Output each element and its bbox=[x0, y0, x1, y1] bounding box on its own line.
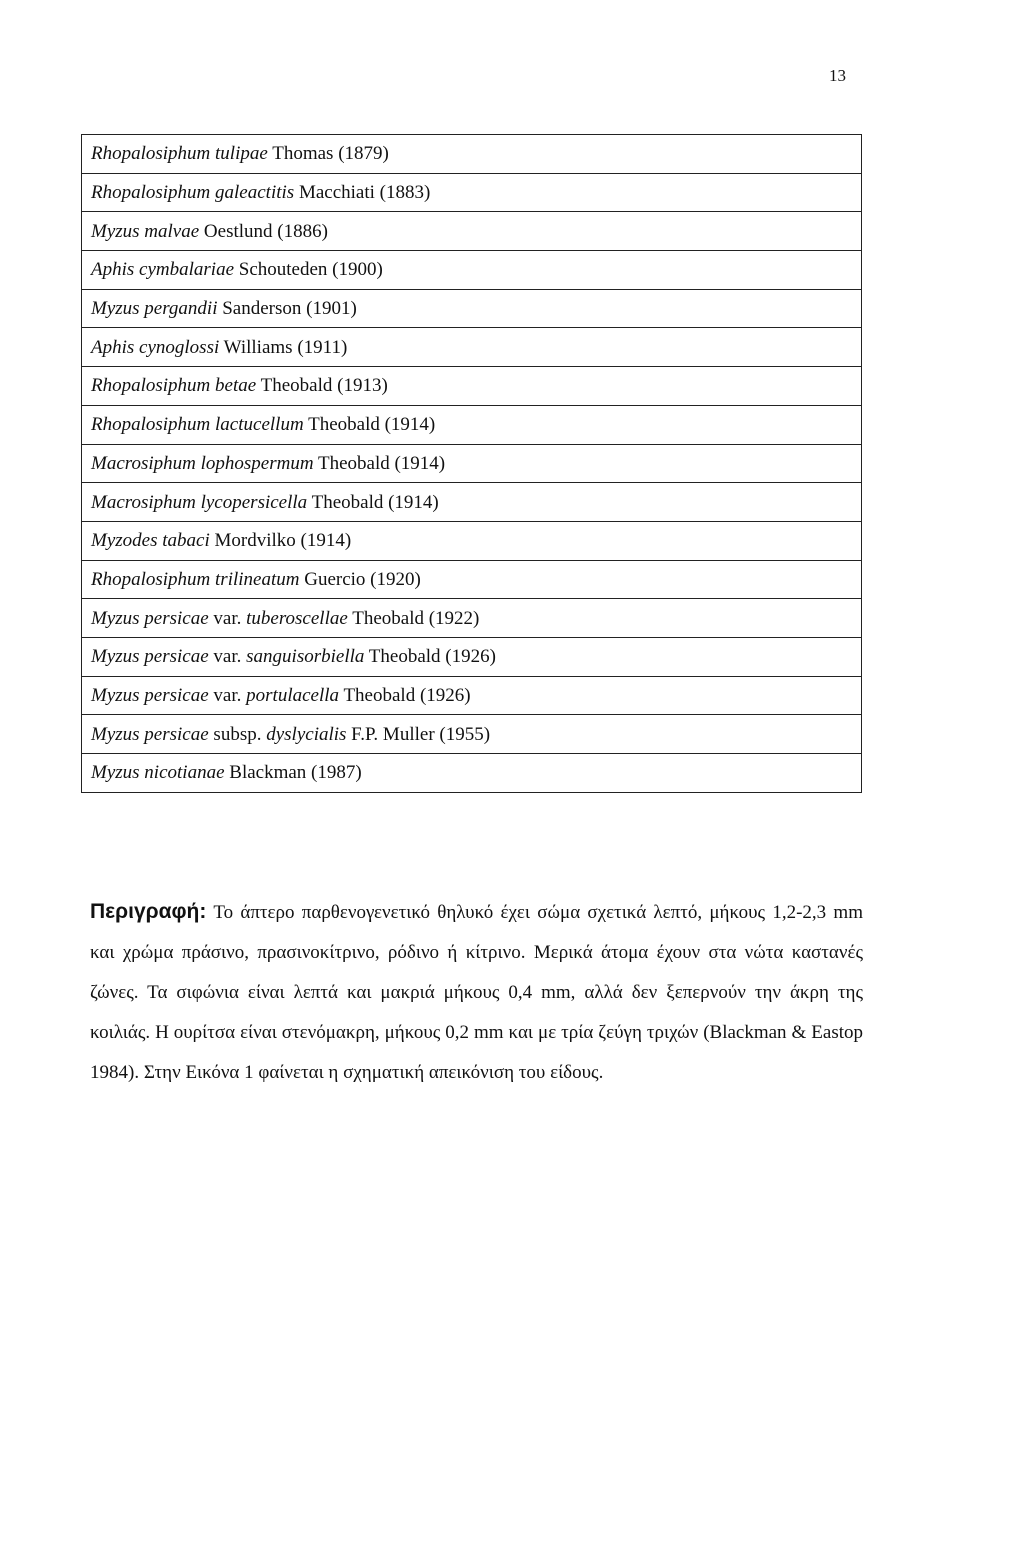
infraspecific-name: tuberoscellae bbox=[246, 607, 348, 629]
table-row bbox=[82, 173, 862, 212]
synonym-cell bbox=[82, 212, 862, 251]
description-paragraph bbox=[90, 892, 863, 1093]
page-number: 13 bbox=[829, 66, 846, 85]
authority: Blackman (1987) bbox=[229, 762, 362, 784]
authority: Theobald (1926) bbox=[343, 684, 471, 706]
authority: Mordvilko (1914) bbox=[214, 530, 352, 552]
synonym-cell bbox=[82, 173, 862, 212]
synonym-cell bbox=[82, 483, 862, 522]
rank-label: subsp. bbox=[213, 723, 262, 745]
table-row bbox=[82, 212, 862, 251]
synonym-table-body bbox=[82, 135, 862, 793]
synonym-cell bbox=[82, 328, 862, 367]
rank-label: var. bbox=[213, 607, 242, 629]
authority: Theobald (1922) bbox=[352, 607, 480, 629]
authority: F.P. Muller (1955) bbox=[351, 723, 491, 745]
table-row bbox=[82, 405, 862, 444]
authority: Sanderson (1901) bbox=[222, 298, 357, 320]
synonym-cell bbox=[82, 676, 862, 715]
synonym-cell bbox=[82, 521, 862, 560]
table-row bbox=[82, 754, 862, 793]
synonym-cell bbox=[82, 444, 862, 483]
description-heading: Περιγραφή: bbox=[90, 900, 207, 923]
authority: Guercio (1920) bbox=[304, 568, 421, 590]
synonym-cell bbox=[82, 599, 862, 638]
table-row bbox=[82, 251, 862, 290]
species-name: Myzus persicae bbox=[91, 684, 209, 706]
authority: Theobald (1913) bbox=[260, 375, 388, 397]
authority: Theobald (1914) bbox=[311, 491, 439, 513]
table-row bbox=[82, 676, 862, 715]
table-row bbox=[82, 599, 862, 638]
authority: Thomas (1879) bbox=[272, 143, 389, 165]
species-name: Myzus persicae bbox=[91, 723, 209, 745]
authority: Theobald (1926) bbox=[368, 646, 496, 668]
authority: Theobald (1914) bbox=[317, 452, 446, 474]
table-row bbox=[82, 289, 862, 328]
table-row bbox=[82, 135, 862, 174]
synonym-cell bbox=[82, 754, 862, 793]
table-row bbox=[82, 715, 862, 754]
species-name: Rhopalosiphum betae bbox=[91, 375, 257, 397]
synonym-cell bbox=[82, 289, 862, 328]
table-row bbox=[82, 367, 862, 406]
species-name: Macrosiphum lycopersicella bbox=[91, 491, 308, 513]
table-row bbox=[82, 328, 862, 367]
synonym-table bbox=[81, 134, 862, 793]
authority: Schouteden (1900) bbox=[238, 259, 383, 281]
synonym-cell bbox=[82, 560, 862, 599]
species-name: Rhopalosiphum galeactitis bbox=[91, 182, 295, 204]
synonym-cell bbox=[82, 135, 862, 174]
infraspecific-name: dyslycialis bbox=[266, 723, 347, 745]
species-name: Aphis cynoglossi bbox=[91, 336, 220, 358]
authority: Oestlund (1886) bbox=[203, 220, 328, 242]
description-text: Το άπτερο παρθενογενετικό θηλυκό έχει σώμα σχετικά λεπτό, μήκους 1,2-2,3 mm και χρώμα πράσινο, πρασινοκίτρινο, ρόδινο ή κίτρινο. Μερικά άτομα έχουν στα νώτα καστανές ζώνες. Τα σιφώνια είναι λεπτά και μακριά μήκους 0,4 mm, αλλά δεν ξεπερνούν την άκρη της κοιλιάς. Η ουρίτσα είναι στενόμακρη, μήκους 0,2 mm και με τρία ζεύγη τριχών (Blackman & Eastop 1984). Στην Εικόνα 1 φαίνεται η σχηματική απεικόνιση του είδους. bbox=[90, 902, 863, 1083]
table-row bbox=[82, 637, 862, 676]
species-name: Myzus malvae bbox=[91, 220, 200, 242]
species-name: Macrosiphum lophospermum bbox=[91, 452, 314, 474]
species-name: Myzus pergandii bbox=[91, 298, 218, 320]
table-row bbox=[82, 521, 862, 560]
species-name: Myzus persicae bbox=[91, 646, 209, 668]
species-name: Myzus nicotianae bbox=[91, 762, 225, 784]
species-name: Myzus persicae bbox=[91, 607, 209, 629]
table-row bbox=[82, 560, 862, 599]
synonym-cell bbox=[82, 637, 862, 676]
rank-label: var. bbox=[213, 684, 242, 706]
infraspecific-name: sanguisorbiella bbox=[246, 646, 365, 668]
species-name: Rhopalosiphum trilineatum bbox=[91, 568, 300, 590]
table-row bbox=[82, 444, 862, 483]
infraspecific-name: portulacella bbox=[246, 684, 340, 706]
synonym-cell bbox=[82, 405, 862, 444]
species-name: Rhopalosiphum tulipae bbox=[91, 143, 268, 165]
authority: Theobald (1914) bbox=[308, 414, 436, 436]
species-name: Aphis cymbalariae bbox=[91, 259, 235, 281]
synonym-cell bbox=[82, 367, 862, 406]
species-name: Myzodes tabaci bbox=[91, 530, 210, 552]
species-name: Rhopalosiphum lactucellum bbox=[91, 414, 304, 436]
authority: Williams (1911) bbox=[223, 336, 348, 358]
synonym-cell bbox=[82, 715, 862, 754]
synonym-cell bbox=[82, 251, 862, 290]
authority: Macchiati (1883) bbox=[298, 182, 431, 204]
rank-label: var. bbox=[213, 646, 242, 668]
table-row bbox=[82, 483, 862, 522]
